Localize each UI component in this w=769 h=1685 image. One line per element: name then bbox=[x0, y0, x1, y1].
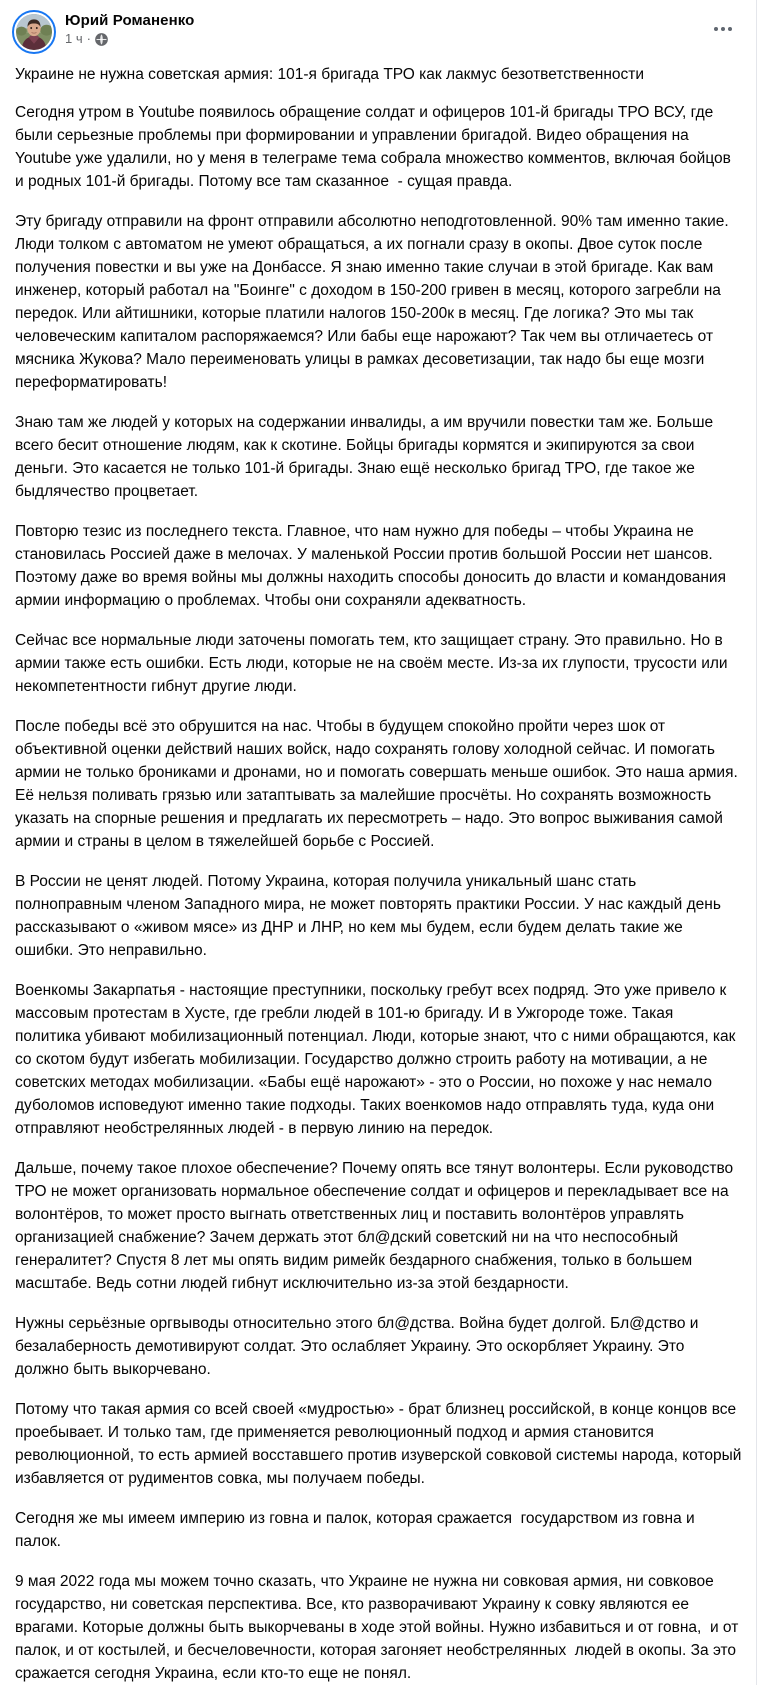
post-paragraph: Потому что такая армия со всей своей «мудростью» - брат близнец российской, в конце концов все проебывает. И только там, где применяется революционный подход и армия становится революционной, то есть армией восставшего против изуверской совковой системы народа, который избавляется от рудиментов совка, мы получаем победы. bbox=[15, 1401, 746, 1487]
post-timestamp[interactable]: 1 ч bbox=[65, 31, 83, 46]
post-paragraph: Сегодня же мы имеем империю из говна и палок, которая сражается государством из говна и палок. bbox=[15, 1510, 699, 1550]
ellipsis-icon bbox=[728, 27, 732, 31]
post-meta bbox=[65, 31, 194, 47]
post-paragraph: Повторю тезис из последнего текста. Главное, что нам нужно для победы – чтобы Украина не становилась Россией даже в мелочах. У маленькой России против большой России нет шансов. Поэтому даже во время войны мы должны находить способы доносить до власти и командования армии информацию о проблемах. Чтобы они сохраняли адекватность. bbox=[15, 523, 731, 609]
avatar-story-ring[interactable] bbox=[12, 10, 56, 54]
post-header bbox=[0, 0, 756, 54]
post-paragraph: Эту бригаду отправили на фронт отправили абсолютно неподготовленной. 90% там именно такие. Люди толком с автоматом не умеют обращаться, а их погнали сразу в окопы. Двое суток после получения повестки и вы уже на Донбассе. Я знаю именно такие случаи в этой бригаде. Как вам инженер, который работал на "Боинге" с доходом в 150-200 гривен в месяц, которого загребли на передок. Или айтишники, которые платили налогов 150-200к в месяц. Где логика? Это мы так человеческим капиталом распоряжаемся? Или бабы еще нарожают? Так чем вы отличаетесь от мясника Жукова? Мало переименовать улицы в рамках десоветизации, так надо бы еще мозги переформатировать! bbox=[15, 213, 734, 391]
post-paragraph: Знаю там же людей у которых на содержании инвалиды, а им вручили повестки там же. Больше всего бесит отношение людям, как к скотине. Бойцы бригады кормятся и экипируются за свои деньги. Это касается не только 101-й бригады. Знаю ещё несколько бригад ТРО, где такое же быдлячество процветает. bbox=[15, 414, 718, 500]
author-name[interactable]: Юрий Романенко bbox=[65, 12, 195, 29]
post-body bbox=[0, 54, 756, 1685]
globe-icon[interactable] bbox=[95, 33, 108, 46]
post-paragraph: Нужны серьёзные оргвыводы относительно этого бл@дства. Война будет долгой. Бл@дство и безалаберность демотивируют солдат. Это ослабляет Украину. Это оскорбляет Украину. Это должно быть выкорчевано. bbox=[15, 1315, 703, 1378]
post-paragraph: После победы всё это обрушится на нас. Чтобы в будущем спокойно пройти через шок от объективной оценки действий наших войск, надо сохранять голову холодной сейчас. И помогать армии не только брониками и дронами, но и помогать совершать меньше ошибок. Это наша армия. Её нельзя поливать грязью или затаптывать за малейшие просчёты. Но сохранять возможность указать на спорные решения и предлагать их пересмотреть – надо. Это вопрос выживания самой армии и страны в целом в тяжелейшей борьбе с Россией. bbox=[15, 718, 743, 850]
post-paragraph: Сегодня утром в Youtube появилось обращение солдат и офицеров 101-й бригады ТРО ВСУ, где были серьезные проблемы при формировании и управлении бригадой. Видео обращения на Youtube уже удалили, но у меня в телеграме тема собрала множество комментов, включая бойцов и родных 101-й бригады. Потому все там сказанное - сущая правда. bbox=[15, 104, 736, 190]
post-paragraph: Военкомы Закарпатья - настоящие преступники, поскольку гребут всех подряд. Это уже привело к массовым протестам в Хусте, где гребли людей в 101-ю бригаду. И в Ужгороде тоже. Такая политика убивают мобилизационный потенциал. Люди, которые знают, что с ними обращаются, как со скотом будут избегать мобилизации. Государство должно строить работу на мотивации, а не советских методах мобилизации. «Бабы ещё нарожают» - это о России, но похоже у нас немало дуболомов исповедуют именно такие подходы. Таких военкомов надо отправлять туда, куда они отправляют необстрелянных людей - в первую линию на передок. bbox=[15, 982, 740, 1137]
meta-separator: · bbox=[86, 31, 91, 46]
post-paragraph: Дальше, почему такое плохое обеспечение? Почему опять все тянут волонтеры. Если руководство ТРО не может организовать нормальное обеспечение солдат и офицеров и перекладывает все на волонтёров, то может просто выгнать ответственных лиц и поставить волонтёров управлять организацией снабжение? Зачем держать этот бл@дский советский ни на что неспособный генералитет? Спустя 8 лет мы опять видим римейк бездарного снабжения, только в большем масштабе. Ведь сотни людей гибнут исключительно из-за этой бездарности. bbox=[15, 1160, 738, 1292]
post-paragraph: 9 мая 2022 года мы можем точно сказать, что Украине не нужна ни совковая армия, ни совковое государство, ни советская перспектива. Все, кто разворачивают Украину к совку являются ее врагами. Которые должны быть выкорчеваны в ходе этой войны. Нужно избавиться и от говна, и от палок, и от костылей, и бесчеловечности, которая загоняет необстрелянных людей в окопы. За это сражается сегодня Украина, если кто-то еще не понял. bbox=[15, 1573, 743, 1682]
ellipsis-icon bbox=[721, 27, 725, 31]
post-header-text bbox=[65, 8, 194, 47]
ellipsis-icon bbox=[714, 27, 718, 31]
avatar[interactable] bbox=[16, 14, 52, 50]
post-paragraph: В России не ценят людей. Потому Украина, которая получила уникальный шанс стать полноправным членом Западного мира, не может повторять практики России. У нас каждый день рассказывают о «живом мясе» из ДНР и ЛНР, но кем мы будем, если будем делать такие же ошибки. Это неправильно. bbox=[15, 873, 726, 959]
post-title: Украине не нужна советская армия: 101-я бригада ТРО как лакмус безответственности bbox=[15, 66, 645, 83]
post-options-button[interactable] bbox=[708, 18, 738, 40]
post-paragraph: Сейчас все нормальные люди заточены помогать тем, кто защищает страну. Это правильно. Но в армии также есть ошибки. Есть люди, которые не на своём месте. Из-за их глупости, трусости или некомпетентности гибнут другие люди. bbox=[15, 632, 732, 695]
